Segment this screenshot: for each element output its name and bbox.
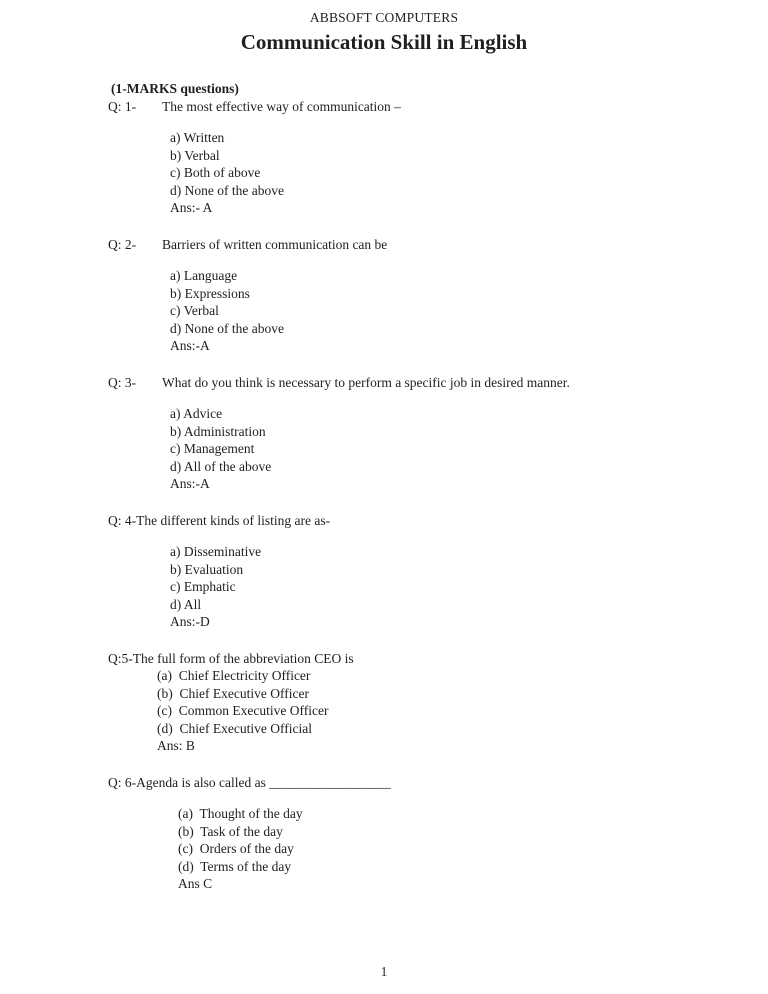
option-item: (a) Thought of the day	[178, 806, 303, 821]
question-line	[108, 512, 728, 530]
options-list	[170, 267, 728, 355]
option-item: d) None of the above	[170, 182, 284, 198]
option-item: c) Both of above	[170, 165, 261, 180]
question-label: Q: 6-	[108, 774, 137, 790]
question-line	[108, 98, 728, 116]
question-label: Q: 1-	[108, 98, 137, 114]
option-item: c) Management	[170, 441, 255, 456]
option-item: (d) Chief Executive Official	[157, 720, 312, 736]
answer-text: Ans:-A	[170, 338, 210, 353]
question-block	[108, 374, 728, 493]
options-list	[170, 129, 728, 217]
option-item: d) None of the above	[170, 320, 284, 336]
question-line	[108, 774, 728, 792]
option-item: b) Expressions	[170, 285, 250, 301]
option-item: a) Advice	[170, 406, 223, 421]
question-block	[108, 650, 728, 755]
option-item: d) All of the above	[170, 458, 272, 474]
option-item: d) All	[170, 596, 202, 612]
question-line	[108, 236, 728, 254]
question-label: Q:5-	[108, 650, 133, 666]
option-item: a) Written	[170, 130, 225, 145]
question-line	[108, 374, 728, 392]
option-item: a) Language	[170, 268, 238, 283]
options-list	[170, 543, 728, 631]
question-text: The full form of the abbreviation CEO is	[132, 650, 354, 666]
question-line	[108, 650, 728, 668]
question-block	[108, 512, 728, 631]
answer-text: Ans: B	[157, 738, 195, 753]
option-item: (b) Task of the day	[178, 823, 283, 839]
options-list	[170, 405, 728, 493]
option-item: (c) Orders of the day	[178, 841, 294, 856]
answer-text: Ans:- A	[170, 200, 213, 215]
option-item: b) Verbal	[170, 147, 220, 163]
question-label: Q: 4-	[108, 512, 137, 528]
page-title: Communication Skill in English	[240, 30, 528, 54]
answer-text: Ans C	[178, 876, 213, 891]
question-block	[108, 774, 728, 893]
page-number: 1	[380, 964, 388, 979]
document-body	[108, 80, 728, 893]
option-item: b) Administration	[170, 423, 266, 439]
option-item: (c) Common Executive Officer	[157, 703, 329, 718]
answer-text: Ans:-D	[170, 614, 210, 629]
options-list	[157, 667, 728, 755]
options-list	[178, 805, 728, 893]
question-text: The most effective way of communication –	[162, 98, 401, 114]
question-label: Q: 2-	[108, 236, 137, 252]
option-item: (a) Chief Electricity Officer	[157, 668, 311, 683]
question-text: What do you think is necessary to perform a specific job in desired manner.	[162, 374, 570, 390]
question-block	[108, 98, 728, 217]
option-item: (b) Chief Executive Officer	[157, 685, 309, 701]
question-text: Barriers of written communication can be	[162, 236, 388, 252]
document-header: ABBSOFT COMPUTERS	[309, 10, 459, 25]
option-item: (d) Terms of the day	[178, 858, 292, 874]
option-item: c) Emphatic	[170, 579, 236, 594]
questions-list	[108, 98, 728, 893]
question-text: Agenda is also called as __________________	[136, 774, 391, 790]
option-item: a) Disseminative	[170, 544, 262, 559]
option-item: c) Verbal	[170, 303, 219, 318]
question-label: Q: 3-	[108, 374, 137, 390]
section-heading: (1-MARKS questions)	[111, 81, 239, 96]
option-item: b) Evaluation	[170, 561, 244, 577]
question-text: The different kinds of listing are as-	[136, 512, 331, 528]
answer-text: Ans:-A	[170, 476, 210, 491]
question-block	[108, 236, 728, 355]
